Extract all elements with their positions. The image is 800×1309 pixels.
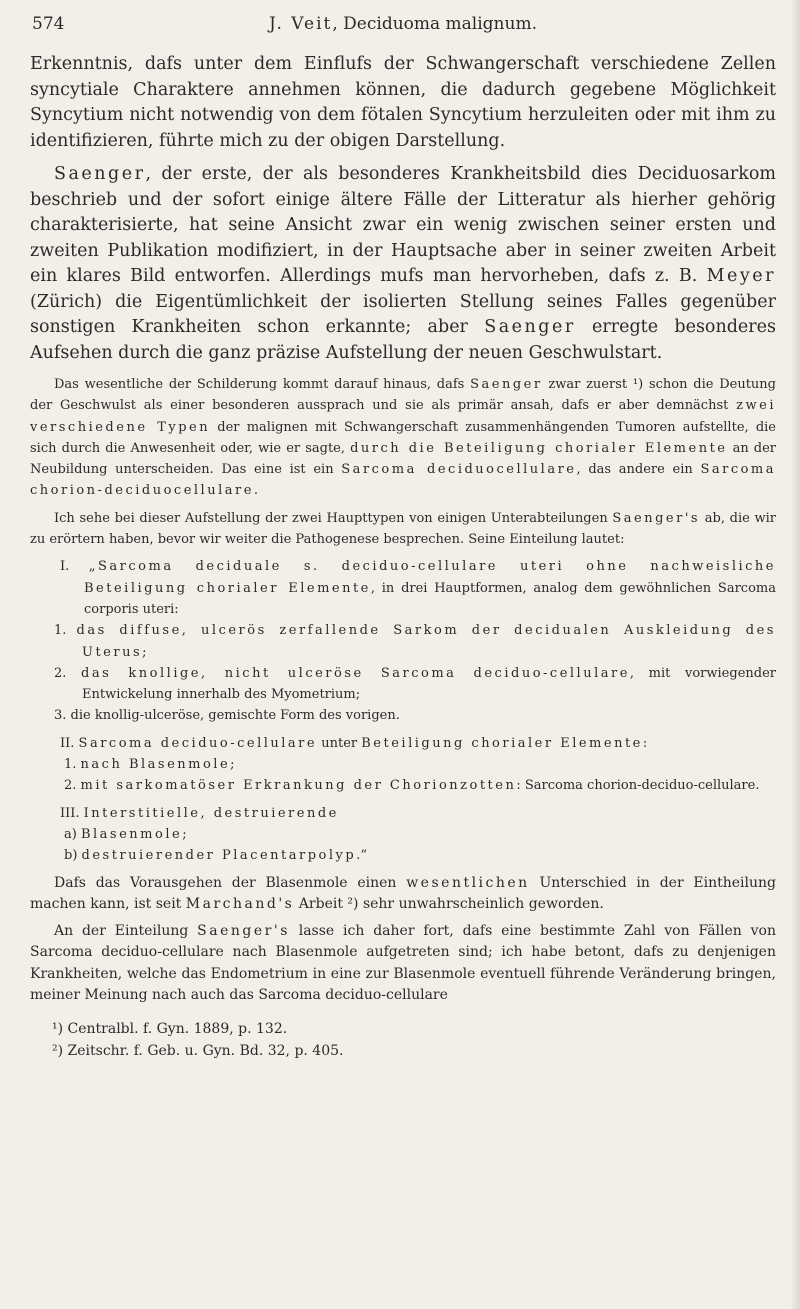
spaced-text: Marchand's (185, 895, 295, 912)
spaced-text: Saenger (470, 377, 543, 392)
class-II-heading (30, 733, 776, 754)
spaced-text: Interstitielle, destruierende (83, 805, 339, 821)
spaced-text: wesentlichen (406, 874, 530, 891)
spaced-text: Saenger's (612, 510, 701, 526)
class-III-item (30, 845, 776, 866)
paragraph (30, 873, 776, 916)
book-page (30, 12, 776, 1062)
text-run: . (253, 483, 259, 499)
spaced-text: Sarcoma deciduo-cellulare (78, 735, 318, 751)
text-run: , mit vorwiegender Entwickelung innerhalb des Myometrium; (82, 665, 776, 703)
text-run: 3. die knollig-ulceröse, gemischte Form des vorigen. (54, 708, 400, 724)
text-run: unter (317, 735, 362, 751)
spaced-text: das knollige, nicht ulceröse Sarcoma deciduo-cellulare (81, 665, 630, 681)
spaced-text: destruierender Placentarpolyp (81, 848, 357, 864)
class-I-item (30, 705, 776, 726)
text-run: An der Einteilung (54, 923, 198, 940)
text-run: , in drei Hauptformen, analog dem gewöhnlichen Sarcoma corporis uteri: (84, 580, 776, 617)
text-run: 2. (54, 665, 82, 681)
spaced-text: Saenger's (197, 923, 290, 940)
spaced-text: Beteiligung chorialer Elemente (361, 735, 643, 751)
spaced-text: Meyer (706, 266, 776, 286)
footnotes (30, 1018, 776, 1062)
text-run: ab, die wir zu erörtern haben, bevor wir weiter die Pathogenese besprechen. Seine Einteilung lautet: (30, 510, 777, 548)
running-title (30, 14, 776, 34)
page-number: 574 (32, 14, 65, 34)
text-run: : Sarcoma chorion-deciduo-cellulare. (516, 778, 760, 794)
text-run: an der Neubildung unterscheiden. Das eine ist ein (30, 440, 776, 478)
spaced-text: Sarcoma deciduocellulare (341, 462, 577, 478)
class-I-heading (30, 556, 776, 620)
text-run: Unterschied in der Eintheilung machen kann, ist seit (30, 874, 776, 912)
text-run: Erkenntnis, dafs unter dem Einflufs der Schwangerschaft verschiedene Zellen syncytiale Charaktere annehmen können, die dadurch gegebene Möglichkeit Syncytium nicht notwendig von dem fötalen Syncytium herzuleiten oder mit ihm zu identifizieren, führte mich zu der obigen Darstellung. (30, 54, 776, 151)
spaced-text: mit sarkomatöser Erkrankung der Chorionzotten (80, 778, 517, 794)
class-II-item (30, 775, 776, 796)
spaced-text: Blasenmole (80, 826, 183, 842)
page-header (30, 12, 776, 52)
running-author: J. Veit (269, 14, 333, 34)
paragraph (30, 374, 776, 502)
text-run: der malignen mit Schwangerschaft zusammenhängenden Tumoren aufstellte, die sich durch die Anwesenheit oder, wie er sagte, (30, 419, 777, 456)
text-run: ; (230, 757, 235, 773)
spaced-text: das diffuse, ulcerös zerfallende Sarkom der decidualen Auskleidung des Uterus (76, 623, 776, 660)
text-run: I. (60, 559, 89, 575)
text-run: , das andere ein (576, 462, 701, 478)
class-I-item (30, 663, 776, 706)
spaced-text: „Sarcoma deciduale s. deciduo-cellulare uteri ohne nachweisliche Beteiligung chorialer Elemente (84, 559, 777, 596)
classification-list (30, 556, 776, 866)
text-run: lasse ich daher fort, dafs eine bestimmte Zahl von Fällen von Sarcoma deciduo-cellulare nach Blasenmole aufgetreten sind; ich habe betont, dafs zu denjenigen Krankheiten, welche das Endometrium in eine zur Blasenmole eventuell führende Veränderung bringen, meiner Meinung nach auch das Sarcoma deciduo-cellulare (30, 923, 777, 1004)
text-run: b) (64, 848, 82, 864)
text-run: 2. (64, 778, 81, 794)
spaced-text: durch die Beteiligung chorialer Elemente (350, 440, 728, 456)
text-run: Arbeit ²) sehr unwahrscheinlich geworden. (294, 895, 604, 912)
paragraph (30, 52, 776, 154)
text-run: ; (182, 826, 187, 842)
text-run: a) (64, 826, 81, 842)
text-run: Dafs das Vorausgehen der Blasenmole einen (54, 874, 407, 891)
text-run: : (642, 735, 648, 751)
spaced-text: zwei verschiedene Typen (30, 398, 776, 435)
text-run: 1. (54, 623, 77, 639)
class-I-item (30, 620, 776, 663)
class-III-heading (30, 803, 776, 824)
spaced-text: nach Blasenmole (80, 757, 231, 773)
text-run: Ich sehe bei dieser Aufstellung der zwei Haupttypen von einigen Unterabteilungen (54, 510, 613, 526)
text-run: (Zürich) die Eigentümlichkeit der isolierten Stellung seines Falles gegenüber sonstigen Krankheiten schon erkannte; aber (30, 291, 776, 337)
text-run: erregte besonderes Aufsehen durch die ganz präzise Aufstellung der neuen Geschwulstart. (30, 317, 776, 363)
text-run: , der erste, der als besonderes Krankheitsbild dies Deciduosarkom beschrieb und der sofort einige ältere Fälle der Litteratur als hierher gehörig charakterisierte, hat seine Ansicht zwar ein wenig zwischen seiner ersten und zweiten Publikation modifiziert, in der Hauptsache aber in seiner zweiten Arbeit ein klares Bild entworfen. Allerdings mufs man hervorheben, dafs z. B. (30, 164, 776, 286)
running-title-text: , Deciduoma malignum. (332, 14, 537, 34)
text-run: II. (60, 735, 79, 751)
text-run: .“ (356, 848, 367, 864)
spaced-text: Sarcoma chorion-deciduocellulare (30, 462, 777, 499)
class-II-item (30, 754, 776, 775)
text-run: zwar zuerst ¹) schon die Deutung der Geschwulst als einer besonderen aussprach und sie als primär ansah, dafs er aber demnächst (30, 377, 776, 414)
text-run: 1. (64, 757, 81, 773)
text-run: Das wesentliche der Schilderung kommt darauf hinaus, dafs (54, 377, 471, 392)
class-III-item (30, 824, 776, 845)
footnote: ¹) Centralbl. f. Gyn. 1889, p. 132. (52, 1021, 288, 1038)
spaced-text: Saenger (484, 317, 576, 337)
paragraph (30, 162, 776, 366)
text-run: ; (142, 644, 147, 660)
paragraph (30, 508, 776, 551)
spaced-text: Saenger (54, 164, 146, 184)
page-edge-shadow (790, 0, 800, 1309)
paragraph (30, 921, 776, 1006)
text-run: III. (60, 805, 84, 821)
footnote: ²) Zeitschr. f. Geb. u. Gyn. Bd. 32, p. 405. (52, 1043, 344, 1060)
